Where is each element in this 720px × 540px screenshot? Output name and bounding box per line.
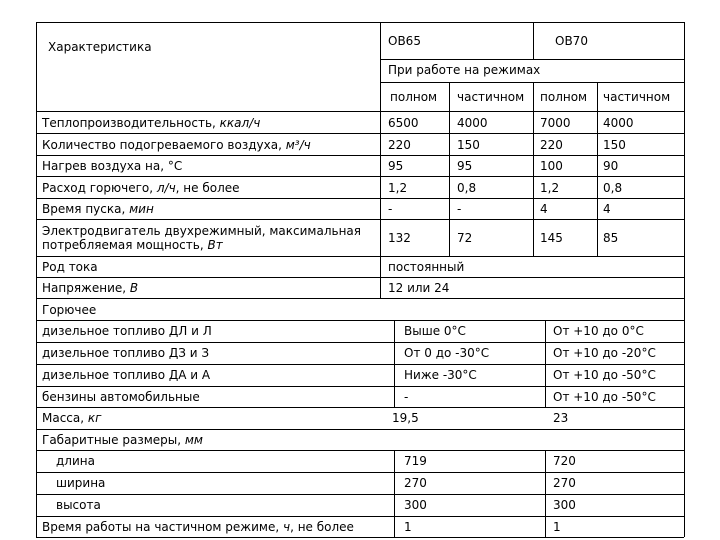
h-line (36, 133, 684, 134)
v-line (394, 450, 395, 537)
row-start-time-value: 4 (603, 202, 611, 216)
h-line (36, 472, 684, 473)
h-line (36, 407, 684, 408)
row-heat-output-value: 7000 (540, 116, 571, 130)
h-line (36, 342, 684, 343)
row-motor-value: 145 (540, 231, 563, 245)
row-heat-output-label: Теплопроизводительность, ккал/ч (42, 116, 261, 130)
header-mode-full-b: полном (540, 90, 588, 104)
row-air-heating-value: 90 (603, 159, 619, 173)
fuel-heading: Горючее (42, 303, 97, 317)
row-current-label: Род тока (42, 260, 98, 274)
v-line (533, 82, 534, 256)
row-fuel-consumption-label: Расход горючего, л/ч, не более (42, 181, 240, 195)
fuel-item-label: дизельное топливо ДА и А (42, 368, 211, 382)
fuel-item-temp-ov70: От +10 до -20°С (553, 346, 656, 360)
v-line (449, 82, 450, 256)
fuel-item-label: бензины автомобильные (42, 390, 200, 404)
h-line (36, 22, 684, 23)
dimension-value-ov70: 720 (553, 454, 576, 468)
row-air-volume-value: 220 (388, 138, 411, 152)
work-time-label: Время работы на частичном режиме, ч, не более (42, 520, 354, 534)
v-line (394, 320, 395, 408)
mass-value-ov65: 19,5 (392, 411, 419, 425)
row-air-heating-value: 95 (457, 159, 473, 173)
row-air-volume-value: 220 (540, 138, 563, 152)
v-line (597, 82, 598, 256)
h-line (36, 364, 684, 365)
row-heat-output-value: 6500 (388, 116, 419, 130)
work-time-value-ov70: 1 (553, 520, 561, 534)
row-fuel-consumption-value: 1,2 (388, 181, 408, 195)
h-line (36, 494, 684, 495)
row-start-time-value: - (457, 202, 462, 216)
row-motor-label: Электродвигатель двухрежимный, максимальная потребляемая мощность, Вт (42, 224, 361, 252)
row-heat-output-value: 4000 (603, 116, 634, 130)
row-air-heating-label: Нагрев воздуха на, °С (42, 159, 183, 173)
h-line (36, 429, 684, 430)
row-motor-value: 85 (603, 231, 619, 245)
row-start-time-value: - (388, 202, 393, 216)
h-line (36, 516, 684, 517)
header-mode-partial-a: частичном (457, 90, 525, 104)
v-line (533, 22, 534, 59)
fuel-item-temp-ov70: От +10 до -50°С (553, 390, 656, 404)
v-line (380, 22, 381, 298)
v-line (545, 320, 546, 408)
fuel-item-temp-ov65: Ниже -30°С (404, 368, 477, 382)
fuel-item-temp-ov70: От +10 до -50°С (553, 368, 656, 382)
h-line (36, 450, 684, 451)
dimensions-heading: Габаритные размеры, мм (42, 433, 203, 447)
mass-value-ov70: 23 (553, 411, 569, 425)
h-line (36, 386, 684, 387)
h-line (380, 82, 684, 83)
fuel-item-temp-ov70: От +10 до 0°С (553, 324, 644, 338)
fuel-item-temp-ov65: Выше 0°С (404, 324, 466, 338)
dimension-label: длина (56, 454, 95, 468)
row-current-value: постоянный (388, 260, 465, 274)
dimension-value-ov65: 270 (404, 476, 427, 490)
row-heat-output-value: 4000 (457, 116, 488, 130)
fuel-item-label: дизельное топливо ДЛ и Л (42, 324, 212, 338)
row-voltage-label: Напряжение, В (42, 281, 139, 295)
h-line (36, 277, 684, 278)
fuel-item-temp-ov65: От 0 до -30°С (404, 346, 490, 360)
row-start-time-label: Время пуска, мин (42, 202, 154, 216)
header-modes-caption: При работе на режимах (388, 63, 541, 77)
header-model-ov65: ОВ65 (388, 34, 421, 48)
row-air-volume-label: Количество подогреваемого воздуха, м³/ч (42, 138, 311, 152)
row-start-time-value: 4 (540, 202, 548, 216)
dimension-value-ov65: 719 (404, 454, 427, 468)
header-mode-partial-b: частичном (603, 90, 671, 104)
row-motor-value: 72 (457, 231, 473, 245)
dimension-value-ov65: 300 (404, 498, 427, 512)
h-line (36, 111, 684, 112)
dimension-label: ширина (56, 476, 106, 490)
row-air-volume-value: 150 (603, 138, 626, 152)
h-line (36, 320, 684, 321)
work-time-value-ov65: 1 (404, 520, 412, 534)
mass-label: Масса, кг (42, 411, 102, 425)
h-line (380, 59, 684, 60)
v-line (545, 450, 546, 537)
row-air-heating-value: 95 (388, 159, 404, 173)
h-line (36, 298, 684, 299)
v-line (684, 22, 685, 537)
header-model-ov70: ОВ70 (555, 34, 588, 48)
fuel-item-temp-ov65: - (404, 390, 409, 404)
h-line (36, 176, 684, 177)
h-line (36, 537, 684, 538)
header-mode-full-a: полном (390, 90, 438, 104)
row-fuel-consumption-value: 0,8 (457, 181, 477, 195)
row-voltage-value: 12 или 24 (388, 281, 450, 295)
dimension-value-ov70: 270 (553, 476, 576, 490)
fuel-item-label: дизельное топливо ДЗ и З (42, 346, 210, 360)
h-line (36, 219, 684, 220)
h-line (36, 256, 684, 257)
dimension-label: высота (56, 498, 101, 512)
header-characteristic: Характеристика (48, 40, 152, 54)
row-motor-value: 132 (388, 231, 411, 245)
h-line (36, 155, 684, 156)
row-air-volume-value: 150 (457, 138, 480, 152)
h-line (36, 198, 684, 199)
row-fuel-consumption-value: 1,2 (540, 181, 560, 195)
row-fuel-consumption-value: 0,8 (603, 181, 623, 195)
row-air-heating-value: 100 (540, 159, 563, 173)
dimension-value-ov70: 300 (553, 498, 576, 512)
v-line (36, 22, 37, 537)
